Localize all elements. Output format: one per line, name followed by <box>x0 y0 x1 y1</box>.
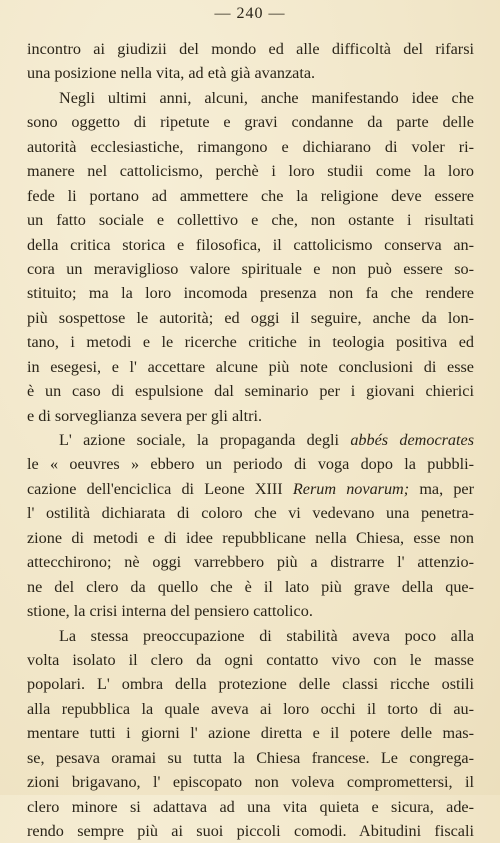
text-line: della critica storica e filosofica, il cattolicismo conserva an- <box>27 235 474 254</box>
text-span: L' azione sociale, la propaganda degli <box>59 431 351 449</box>
text-line: ne del clero da quello che è il lato più grave della que- <box>27 577 474 596</box>
italic-phrase: Rerum novarum; <box>292 479 410 498</box>
text-line: l' ostilità dichiarata di coloro che vi vedevano una penetra- <box>27 504 474 523</box>
text-span: ma, per <box>409 479 474 498</box>
text-line: manere nel cattolicismo, perchè i loro studii come la loro <box>27 162 474 181</box>
body-text <box>27 37 474 843</box>
text-line <box>27 477 474 501</box>
text-line: fede li portano ad ammettere che la religione deve essere <box>27 186 474 205</box>
text-line: zioni brigavano, l' episcopato non voleva compromettersi, il <box>27 773 474 792</box>
text-line: rendo sempre più ai suoi piccoli comodi. Abitudini fiscali <box>27 822 474 840</box>
page-number: — 240 — <box>214 5 286 22</box>
text-line: popolari. L' ombra della protezione delle classi ricche ostili <box>27 675 474 694</box>
text-line: stione, la crisi interna del pensiero cattolico. <box>27 602 313 621</box>
text-line: attecchirono; nè oggi varrebbero più a distrarre l' attenzio- <box>27 553 474 572</box>
text-line: La stessa preoccupazione di stabilità aveva poco alla <box>59 626 474 645</box>
italic-phrase: abbés democrates <box>350 431 474 449</box>
text-line: clero minore si adattava ad una vita quieta e sicura, ade- <box>27 797 474 816</box>
text-line: Negli ultimi anni, alcuni, anche manifestando idee che <box>59 88 474 107</box>
text-line <box>27 428 474 452</box>
text-span: cazione dell'enciclica di Leone XIII <box>27 479 293 498</box>
text-line: sono oggetto di ripetute e gravi condanne da parte delle <box>27 113 474 132</box>
text-line: alla repubblica la quale aveva ai loro occhi il torto di au- <box>27 699 474 718</box>
text-line: cora un meraviglioso valore spirituale e non può essere so- <box>27 259 474 278</box>
text-line: è un caso di espulsione dal seminario per i giovani chierici <box>27 382 474 401</box>
text-line: più sospettose le autorità; ed oggi il seguire, anche da lon- <box>27 308 474 327</box>
text-line: mentare tutti i giorni l' azione diretta e il potere delle mas- <box>27 724 474 743</box>
text-line: un fatto sociale e collettivo e che, non ostante i risultati <box>27 211 474 230</box>
text-line: stituito; ma la loro incomoda presenza non fa che rendere <box>27 284 474 303</box>
text-line: tano, i metodi e le ricerche critiche in teologia positiva ed <box>27 333 474 352</box>
text-line: in esegesi, e l' accettare alcune più note conclusioni di esse <box>27 357 474 376</box>
text-line: se, pesava oramai su tutta la Chiesa francese. Le congrega- <box>27 748 474 767</box>
text-line: volta isolato il clero da ogni contatto vivo con le masse <box>27 650 474 669</box>
text-line: e di sorveglianza severa per gli altri. <box>27 406 263 425</box>
text-line: autorità ecclesiastiche, rimangono e dichiarano di voler ri- <box>27 137 474 156</box>
text-line: zione di metodi e di idee repubblicane nella Chiesa, esse non <box>27 528 474 547</box>
text-line: le « oeuvres » ebbero un periodo di voga dopo la pubbli- <box>27 455 474 474</box>
text-line: una posizione nella vita, ad età già avanzata. <box>27 64 316 83</box>
text-line: incontro ai giudizii del mondo ed alle difficoltà del rifarsi <box>27 40 474 58</box>
